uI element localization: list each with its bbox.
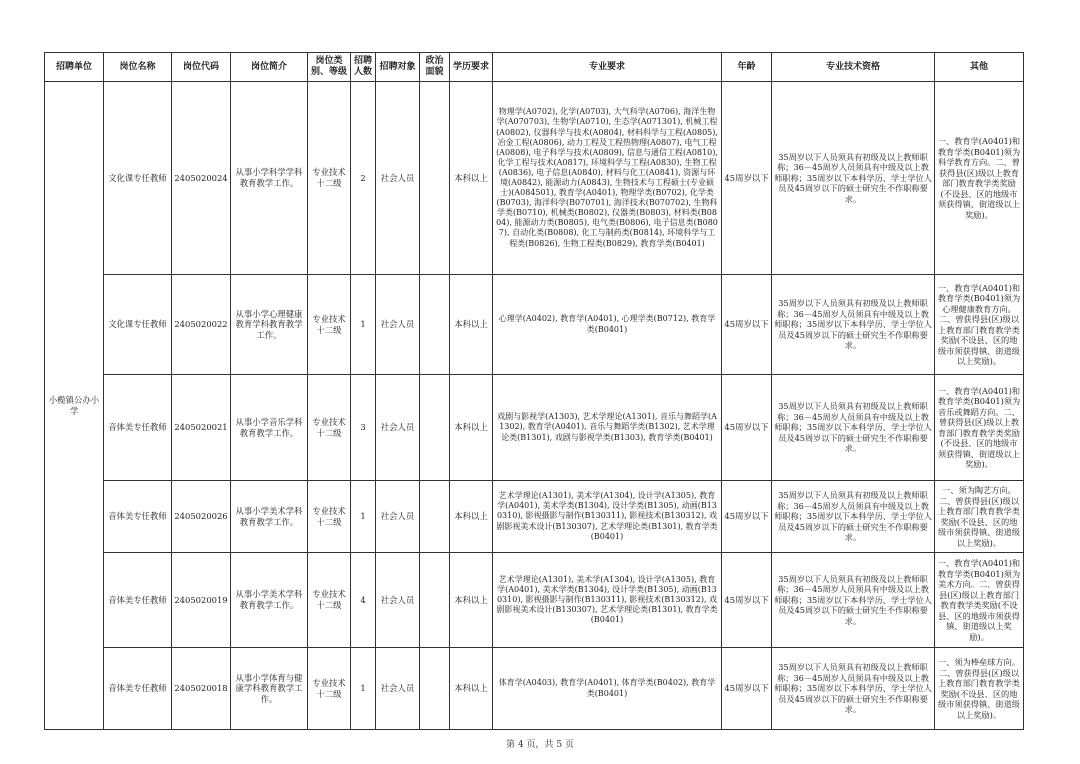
position-name: 文化课专任教师 (104, 82, 172, 275)
position-education: 本科以上 (450, 82, 493, 275)
table-row (45, 481, 1024, 553)
position-other: 一、须为陶艺方向。二、曾获得县(区)级以上教育部门教育教学类奖励(不设县、区的地级市须获得镇、街道级以上奖励)。 (935, 481, 1024, 553)
position-age: 45周岁以下 (722, 648, 772, 730)
page-footer: 第 4 页，共 5 页 (506, 740, 574, 750)
position-intro: 从事小学心理健康教育学科教育教学工作。 (231, 275, 308, 375)
position-target: 社会人员 (376, 481, 420, 553)
position-qualification: 35周岁以下人员须具有初级及以上教师职称；36－45周岁人员须具有中级及以上教师职称；35周岁以下本科学历、学士学位人员及45周岁以下的硕士研究生不作职称要求。 (772, 275, 935, 375)
position-target: 社会人员 (376, 82, 420, 275)
position-qualification: 35周岁以下人员须具有初级及以上教师职称；36－45周岁人员须具有中级及以上教师职称；35周岁以下本科学历、学士学位人员及45周岁以下的硕士研究生不作职称要求。 (772, 481, 935, 553)
position-politics (420, 553, 450, 648)
position-other: 一、教育学(A0401)和教育学类(B0401)须为美术方向。二、曾获得县(区)级以上教育部门教育教学类奖励(不设县、区的地级市须获得镇、街道级以上奖励)。 (935, 553, 1024, 648)
position-intro: 从事小学科学学科教育教学工作。 (231, 82, 308, 275)
position-name: 音体美专任教师 (104, 375, 172, 481)
position-education: 本科以上 (450, 553, 493, 648)
position-education: 本科以上 (450, 648, 493, 730)
position-major: 心理学(A0402), 教育学(A0401), 心理学类(B0712), 教育学类(B0401) (493, 275, 722, 375)
position-intro: 从事小学体育与健康学科教育教学工作。 (231, 648, 308, 730)
position-major: 物理学(A0702), 化学(A0703), 大气科学(A0706), 海洋生物学(A070703), 生物学(A0710), 生态学(A071301), 机械工程(A0802), 仪器科学与技术(A0804), 材料科学与工程(A0805), 冶金工程(A0806), 动力工程及工程热物理(A0807), 电气工程(A0808), 电子科学与技术(A0809), 信息与通信工程(A0810), 化学工程与技术(A0817), 环境科学与工程(A0830), 生物工程(A0836), 电子信息(A0840), 材料与化工(A0841), 资源与环境(A0842), 能源动力(A0843), 生物技术与工程硕士(专业硕士)(A084501), 教育学(A0401), 物理学类(B0702), 化学类(B0703), 海洋科学(B070701), 海洋技术(B070702), 生物科学类(B0710), 机械类(B0802), 仪器类(B0803), 材料类(B0804), 能源动力类(B0805), 电气类(B0806), 电子信息类(B0807), 自动化类(B0808), 化工与制药类(B0814), 环境科学与工程类(B0826), 生物工程类(B0829), 教育学类(B0401) (493, 82, 722, 275)
table-row (45, 553, 1024, 648)
header-position-code: 岗位代码 (172, 53, 231, 82)
position-age: 45周岁以下 (722, 82, 772, 275)
table-row (45, 82, 1024, 275)
position-other: 一、须为棒垒球方向。二、曾获得县(区)级以上教育部门教育教学类奖励(不设县、区的地级市须获得镇、街道级以上奖励)。 (935, 648, 1024, 730)
position-code: 2405020026 (172, 481, 231, 553)
position-count: 3 (351, 375, 376, 481)
position-code: 2405020022 (172, 275, 231, 375)
position-other: 一、教育学(A0401)和教育学类(B0401)须为科学教育方向。二、曾获得县(区)级以上教育部门教育教学类奖励(不设县、区的地级市须获得镇、街道级以上奖励)。 (935, 82, 1024, 275)
position-age: 45周岁以下 (722, 481, 772, 553)
position-code: 2405020019 (172, 553, 231, 648)
header-intro: 岗位简介 (231, 53, 308, 82)
position-code: 2405020018 (172, 648, 231, 730)
position-intro: 从事小学美术学科教育教学工作。 (231, 481, 308, 553)
position-politics (420, 481, 450, 553)
position-major: 体育学(A0403), 教育学(A0401), 体育学类(B0402), 教育学类(B0401) (493, 648, 722, 730)
position-category: 专业技术十二级 (308, 375, 351, 481)
position-politics (420, 82, 450, 275)
position-age: 45周岁以下 (722, 375, 772, 481)
position-code: 2405020024 (172, 82, 231, 275)
position-name: 文化课专任教师 (104, 275, 172, 375)
header-count: 招聘人数 (351, 53, 376, 82)
position-category: 专业技术十二级 (308, 82, 351, 275)
header-qualification: 专业技术资格 (772, 53, 935, 82)
position-target: 社会人员 (376, 648, 420, 730)
header-position-name: 岗位名称 (104, 53, 172, 82)
position-category: 专业技术十二级 (308, 648, 351, 730)
header-age: 年龄 (722, 53, 772, 82)
position-intro: 从事小学音乐学科教育教学工作。 (231, 375, 308, 481)
position-politics (420, 648, 450, 730)
header-target: 招聘对象 (376, 53, 420, 82)
position-count: 1 (351, 648, 376, 730)
position-intro: 从事小学美术学科教育教学工作。 (231, 553, 308, 648)
position-code: 2405020021 (172, 375, 231, 481)
position-age: 45周岁以下 (722, 275, 772, 375)
position-name: 音体美专任教师 (104, 481, 172, 553)
header-education: 学历要求 (450, 53, 493, 82)
position-count: 4 (351, 553, 376, 648)
position-target: 社会人员 (376, 375, 420, 481)
header-category: 岗位类别、等级 (308, 53, 351, 82)
position-major: 艺术学理论(A1301), 美术学(A1304), 设计学(A1305), 教育学(A0401), 美术学类(B1304), 设计学类(B1305), 动画(B130310), 影视摄影与制作(B130311), 影视技术(B130312), 戏剧影视美术设计(B130307), 艺术学理论类(B1301), 教育学类(B0401) (493, 481, 722, 553)
position-count: 1 (351, 481, 376, 553)
header-other: 其他 (935, 53, 1024, 82)
position-major: 戏剧与影视学(A1303), 艺术学理论(A1301), 音乐与舞蹈学(A1302), 教育学(A0401), 音乐与舞蹈学类(B1302), 艺术学理论类(B1301), 戏剧与影视学类(B1303), 教育学类(B0401) (493, 375, 722, 481)
header-major: 专业要求 (493, 53, 722, 82)
position-politics (420, 275, 450, 375)
position-other: 一、教育学(A0401)和教育学类(B0401)须为心理健康教育方向。二、曾获得县(区)级以上教育部门教育教学类奖励(不设县、区的地级市须获得镇、街道级以上奖励)。 (935, 275, 1024, 375)
header-unit: 招聘单位 (45, 53, 104, 82)
position-target: 社会人员 (376, 275, 420, 375)
position-age: 45周岁以下 (722, 553, 772, 648)
position-education: 本科以上 (450, 481, 493, 553)
position-major: 艺术学理论(A1301), 美术学(A1304), 设计学(A1305), 教育学(A0401), 美术学类(B1304), 设计学类(B1305), 动画(B130310), 影视摄影与制作(B130311), 影视技术(B130312), 戏剧影视美术设计(B130307), 艺术学理论类(B1301), 教育学类(B0401) (493, 553, 722, 648)
recruitment-table (44, 52, 1024, 730)
position-education: 本科以上 (450, 375, 493, 481)
position-qualification: 35周岁以下人员须具有初级及以上教师职称；36－45周岁人员须具有中级及以上教师职称；35周岁以下本科学历、学士学位人员及45周岁以下的硕士研究生不作职称要求。 (772, 648, 935, 730)
table-row (45, 275, 1024, 375)
position-count: 2 (351, 82, 376, 275)
position-other: 一、教育学(A0401)和教育学类(B0401)须为音乐或舞蹈方向。二、曾获得县(区)级以上教育部门教育教学类奖励(不设县、区的地级市须获得镇、街道级以上奖励)。 (935, 375, 1024, 481)
position-name: 音体美专任教师 (104, 648, 172, 730)
position-category: 专业技术十二级 (308, 275, 351, 375)
table-row (45, 648, 1024, 730)
unit-cell: 小榄镇公办小学 (45, 82, 104, 730)
position-education: 本科以上 (450, 275, 493, 375)
position-politics (420, 375, 450, 481)
position-qualification: 35周岁以下人员须具有初级及以上教师职称；36－45周岁人员须具有中级及以上教师职称；35周岁以下本科学历、学士学位人员及45周岁以下的硕士研究生不作职称要求。 (772, 82, 935, 275)
position-qualification: 35周岁以下人员须具有初级及以上教师职称；36－45周岁人员须具有中级及以上教师职称；35周岁以下本科学历、学士学位人员及45周岁以下的硕士研究生不作职称要求。 (772, 553, 935, 648)
header-politics: 政治面貌 (420, 53, 450, 82)
table-row (45, 375, 1024, 481)
position-qualification: 35周岁以下人员须具有初级及以上教师职称；36－45周岁人员须具有中级及以上教师职称；35周岁以下本科学历、学士学位人员及45周岁以下的硕士研究生不作职称要求。 (772, 375, 935, 481)
position-name: 音体美专任教师 (104, 553, 172, 648)
position-category: 专业技术十二级 (308, 553, 351, 648)
position-category: 专业技术十二级 (308, 481, 351, 553)
position-target: 社会人员 (376, 553, 420, 648)
position-count: 1 (351, 275, 376, 375)
table-header-row (45, 53, 1024, 82)
